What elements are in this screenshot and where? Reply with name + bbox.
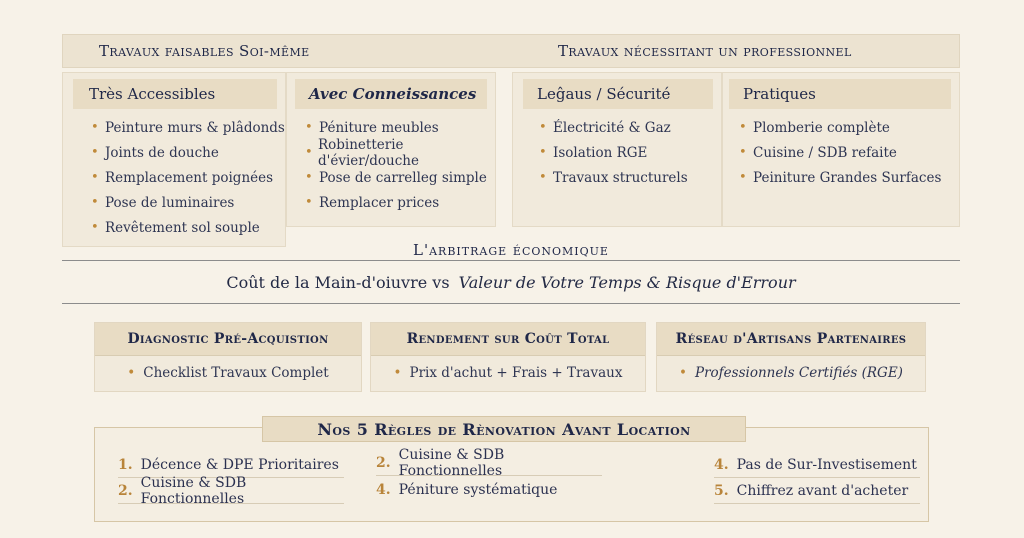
category-panel-tres-accessibles bbox=[62, 72, 286, 247]
rules-column-1 bbox=[118, 452, 344, 507]
arbitrage-time-value: Valeur de Votre Temps & Risque d'Errour bbox=[458, 273, 796, 292]
list-item: • Robinetterie d'évier/douche bbox=[305, 136, 419, 169]
pro-title: Travaux nécessitant un professionnel bbox=[558, 42, 852, 60]
arbitrage-section bbox=[62, 236, 960, 306]
list-item: • Revêtement sol souple bbox=[91, 219, 260, 236]
category-list bbox=[739, 115, 959, 190]
list-item: • Peiniture Grandes Surfaces bbox=[739, 169, 942, 186]
category-list bbox=[305, 115, 495, 215]
rule-item bbox=[714, 452, 920, 478]
category-title: Très Accessibles bbox=[89, 85, 216, 103]
reseau-artisans-box bbox=[656, 322, 926, 392]
bullet-icon: • bbox=[91, 220, 99, 235]
top-bar bbox=[62, 34, 960, 68]
bullet-icon: • bbox=[393, 365, 402, 381]
list-item: • Pose de carrelleg simple bbox=[305, 169, 487, 186]
bullet-icon: • bbox=[91, 195, 99, 210]
bullet-icon: • bbox=[91, 145, 99, 160]
rule-number: 2. bbox=[118, 482, 133, 499]
rule-text: Chiffrez avant d'acheter bbox=[736, 482, 909, 499]
arbitrage-labor-cost: Coût de la Main-d'oiuvre vs bbox=[226, 273, 450, 292]
rules-title: Nos 5 Règles de Rènovation Avant Location bbox=[262, 416, 746, 442]
rule-item bbox=[376, 476, 602, 504]
rule-text: Cuisine & SDB Fonctionnelles bbox=[140, 474, 247, 507]
list-item: • Peinture murs & plâdonds bbox=[91, 119, 285, 136]
bullet-icon: • bbox=[305, 145, 313, 160]
list-item: • Plomberie complète bbox=[739, 119, 890, 136]
bullet-icon: • bbox=[305, 120, 313, 135]
category-header bbox=[523, 79, 713, 109]
category-title: Pratiques bbox=[743, 85, 816, 103]
rule-number: 1. bbox=[118, 456, 133, 473]
bullet-icon: • bbox=[91, 120, 99, 135]
bullet-icon: • bbox=[539, 170, 547, 185]
rule-number: 4. bbox=[376, 482, 391, 498]
bullet-icon: • bbox=[739, 120, 747, 135]
list-item: • Remplacer prices bbox=[305, 194, 440, 211]
category-panel-pratiques bbox=[722, 72, 960, 227]
box-item: • Checklist Travaux Complet bbox=[127, 365, 329, 381]
rule-item bbox=[118, 474, 344, 507]
top-decoration bbox=[320, 0, 700, 4]
bullet-icon: • bbox=[679, 365, 688, 381]
box-item: • Prix d'achut + Frais + Travaux bbox=[393, 365, 623, 381]
category-header bbox=[295, 79, 487, 109]
rule-item bbox=[376, 446, 602, 479]
list-item: • Joints de douche bbox=[91, 144, 219, 161]
bullet-icon: • bbox=[739, 145, 747, 160]
box-title: Rendement sur Coût Total bbox=[371, 323, 645, 356]
rule-item bbox=[714, 478, 920, 504]
bullet-icon: • bbox=[91, 170, 99, 185]
rule-number: 2. bbox=[376, 454, 391, 471]
category-panel-avec-connaissances bbox=[286, 72, 496, 227]
list-item: • Isolation RGE bbox=[539, 144, 648, 161]
divider-line bbox=[62, 260, 960, 261]
rule-text: Péniture systématique bbox=[398, 482, 558, 498]
bullet-icon: • bbox=[539, 120, 547, 135]
rule-number: 5. bbox=[714, 482, 729, 499]
rule-text: Décence & DPE Prioritaires bbox=[140, 456, 339, 473]
rendement-box bbox=[370, 322, 646, 392]
list-item: • Remplacement poignées bbox=[91, 169, 274, 186]
category-header bbox=[73, 79, 277, 109]
list-item: • Pose de luminaires bbox=[91, 194, 235, 211]
box-title: Réseau d'Artisans Partenaires bbox=[657, 323, 925, 356]
category-panel-legaux-securite bbox=[512, 72, 722, 227]
divider-line bbox=[62, 303, 960, 304]
bullet-icon: • bbox=[305, 170, 313, 185]
bullet-icon: • bbox=[539, 145, 547, 160]
bullet-icon: • bbox=[305, 195, 313, 210]
box-title: Diagnostic Pré-Acquistion bbox=[95, 323, 361, 356]
rule-number: 4. bbox=[714, 456, 729, 473]
list-item: • Cuisine / SDB refaite bbox=[739, 144, 897, 161]
list-item: • Péniture meubles bbox=[305, 119, 439, 136]
cropped-heading-fragment bbox=[320, 0, 700, 7]
category-list bbox=[91, 115, 285, 240]
rules-column-3 bbox=[714, 452, 920, 504]
arbitrage-subtitle bbox=[62, 273, 960, 292]
rules-column-2 bbox=[376, 446, 602, 504]
diagnostic-box bbox=[94, 322, 362, 392]
rule-text: Cuisine & SDB Fonctionnelles bbox=[398, 446, 505, 479]
diy-title: Travaux faisables Soi-même bbox=[99, 42, 310, 60]
arbitrage-title: L'arbitrage économique bbox=[413, 241, 609, 259]
rule-text: Pas de Sur-Investisement bbox=[736, 456, 917, 473]
category-title: Avec Conneissances bbox=[309, 85, 477, 103]
category-list bbox=[539, 115, 721, 190]
box-item: • Professionnels Certifiés (RGE) bbox=[679, 365, 903, 381]
bullet-icon: • bbox=[127, 365, 136, 381]
category-title: Leĝaus / Sécurité bbox=[537, 85, 671, 103]
category-header bbox=[729, 79, 951, 109]
list-item: • Électricité & Gaz bbox=[539, 119, 671, 136]
bullet-icon: • bbox=[739, 170, 747, 185]
list-item: • Travaux structurels bbox=[539, 169, 688, 186]
